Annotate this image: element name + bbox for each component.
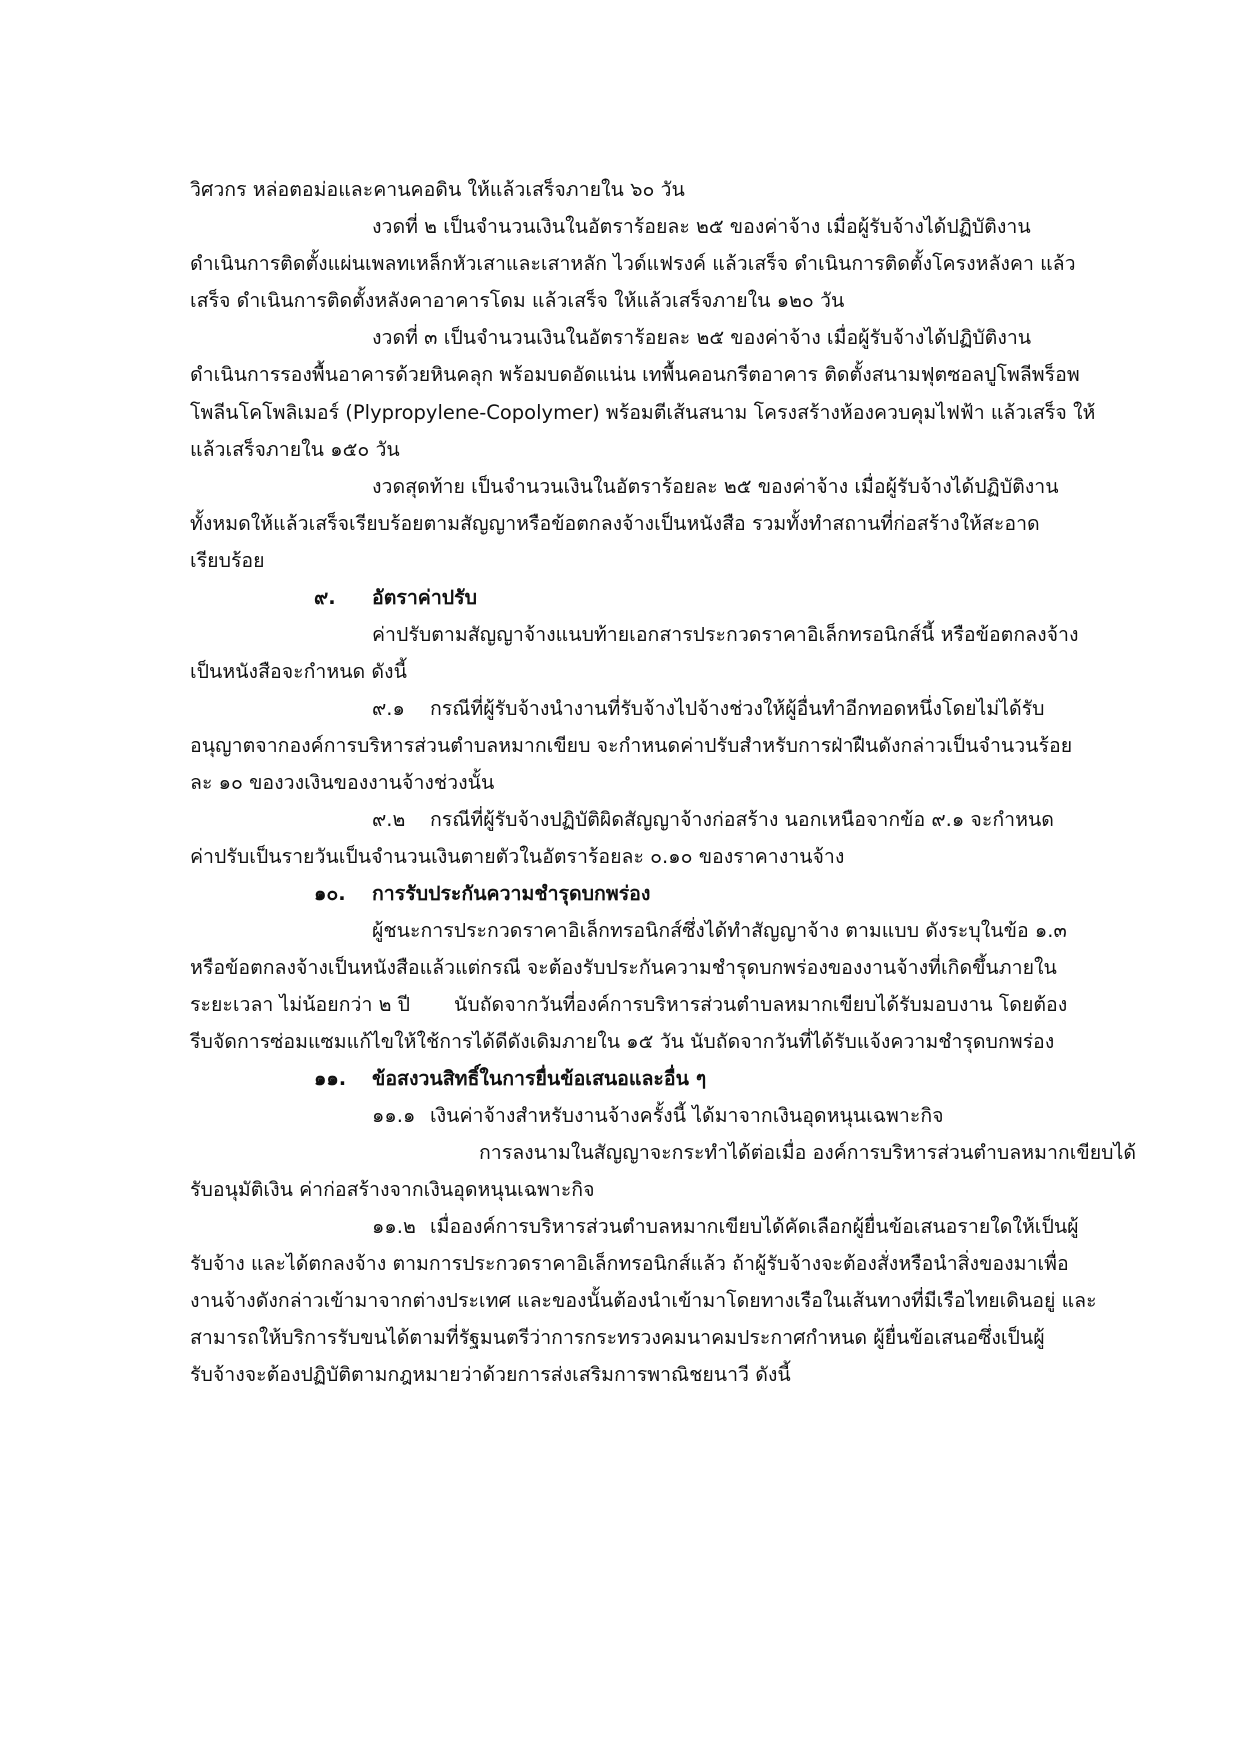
body-line: งานจ้างดังกล่าวเข้ามาจากต่างประเทศ และของนั้นต้องนำเข้ามาโดยทางเรือในเส้นทางที่มีเรือไทยเดินอยู่ และ — [190, 1289, 1097, 1312]
section-title: การรับประกันความชำรุดบกพร่อง — [372, 882, 651, 905]
body-line: งวดที่ ๒ เป็นจำนวนเงินในอัตราร้อยละ ๒๕ ของค่าจ้าง เมื่อผู้รับจ้างได้ปฏิบัติงาน — [372, 215, 1031, 238]
subsection-text: เงินค่าจ้างสำหรับงานจ้างครั้งนี้ ได้มาจากเงินอุดหนุนเฉพาะกิจ — [430, 1104, 944, 1127]
body-line: วิศวกร หล่อตอม่อและคานคอดิน ให้แล้วเสร็จภายใน ๖๐ วัน — [190, 178, 685, 201]
body-line: ละ ๑๐ ของวงเงินของงานจ้างช่วงนั้น — [190, 771, 495, 794]
body-line: ค่าปรับตามสัญญาจ้างแนบท้ายเอกสารประกวดราคาอิเล็กทรอนิกส์นี้ หรือข้อตกลงจ้าง — [372, 623, 1079, 646]
subsection-number: ๑๑.๒ — [372, 1215, 416, 1238]
body-line: งวดสุดท้าย เป็นจำนวนเงินในอัตราร้อยละ ๒๕ ของค่าจ้าง เมื่อผู้รับจ้างได้ปฏิบัติงาน — [372, 475, 1059, 498]
subsection-number: ๑๑.๑ — [372, 1104, 416, 1127]
body-line: เสร็จ ดำเนินการติดตั้งหลังคาอาคารโดม แล้วเสร็จ ให้แล้วเสร็จภายใน ๑๒๐ วัน — [190, 289, 845, 312]
section-heading-10 — [314, 881, 650, 907]
body-line: ค่าปรับเป็นรายวันเป็นจำนวนเงินตายตัวในอัตราร้อยละ ๐.๑๐ ของราคางานจ้าง — [190, 845, 845, 868]
subsection-11-1 — [372, 1103, 944, 1129]
body-line: ผู้ชนะการประกวดราคาอิเล็กทรอนิกส์ซึ่งได้ทำสัญญาจ้าง ตามแบบ ดังระบุในข้อ ๑.๓ — [372, 919, 1067, 942]
section-number: ๙. — [314, 586, 336, 609]
subsection-11-2 — [372, 1214, 1079, 1240]
section-number: ๑๑. — [314, 1067, 347, 1090]
body-line: รับจ้าง และได้ตกลงจ้าง ตามการประกวดราคาอิเล็กทรอนิกส์แล้ว ถ้าผู้รับจ้างจะต้องสั่งหรือนำสิ่งของมาเพื่อ — [190, 1252, 1069, 1275]
subsection-text: กรณีที่ผู้รับจ้างนำงานที่รับจ้างไปจ้างช่วงให้ผู้อื่นทำอีกทอดหนึ่งโดยไม่ได้รับ — [430, 697, 1045, 720]
subsection-text: เมื่อองค์การบริหารส่วนตำบลหมากเขียบได้คัดเลือกผู้ยื่นข้อเสนอรายใดให้เป็นผู้ — [430, 1215, 1079, 1238]
body-line: ทั้งหมดให้แล้วเสร็จเรียบร้อยตามสัญญาหรือข้อตกลงจ้างเป็นหนังสือ รวมทั้งทำสถานที่ก่อสร้างให้สะอาด — [190, 512, 1040, 535]
section-heading-11 — [314, 1066, 706, 1092]
body-line: หรือข้อตกลงจ้างเป็นหนังสือแล้วแต่กรณี จะต้องรับประกันความชำรุดบกพร่องของงานจ้างที่เกิดขึ้นภายใน — [190, 956, 1057, 979]
section-number: ๑๐. — [314, 882, 346, 905]
body-line: โพลีนโคโพลิเมอร์ (Plypropylene-Copolymer) พร้อมตีเส้นสนาม โครงสร้างห้องควบคุมไฟฟ้า แล้วเสร็จ ให้ — [190, 401, 1096, 424]
subsection-text: กรณีที่ผู้รับจ้างปฏิบัติผิดสัญญาจ้างก่อสร้าง นอกเหนือจากข้อ ๙.๑ จะกำหนด — [430, 808, 1054, 831]
body-line: สามารถให้บริการรับขนได้ตามที่รัฐมนตรีว่าการกระทรวงคมนาคมประกาศกำหนด ผู้ยื่นข้อเสนอซึ่งเป็นผู้ — [190, 1326, 1045, 1349]
subsection-9-2 — [372, 807, 1054, 833]
section-title: ข้อสงวนสิทธิ์ในการยื่นข้อเสนอและอื่น ๆ — [372, 1067, 707, 1090]
body-line: ดำเนินการติดตั้งแผ่นเพลทเหล็กหัวเสาและเสาหลัก ไวด์แฟรงค์ แล้วเสร็จ ดำเนินการติดตั้งโครงหลังคา แล้ว — [190, 252, 1076, 275]
body-line: การลงนามในสัญญาจะกระทำได้ต่อเมื่อ องค์การบริหารส่วนตำบลหมากเขียบได้ — [479, 1141, 1136, 1164]
body-line: งวดที่ ๓ เป็นจำนวนเงินในอัตราร้อยละ ๒๕ ของค่าจ้าง เมื่อผู้รับจ้างได้ปฏิบัติงาน — [372, 326, 1032, 349]
section-title: อัตราค่าปรับ — [372, 586, 478, 609]
body-line: เป็นหนังสือจะกำหนด ดังนี้ — [190, 660, 407, 683]
body-line: รับอนุมัติเงิน ค่าก่อสร้างจากเงินอุดหนุนเฉพาะกิจ — [190, 1178, 595, 1201]
subsection-number: ๙.๒ — [372, 808, 406, 831]
section-heading-9 — [314, 585, 477, 611]
warranty-line — [190, 992, 1067, 1018]
body-line: รีบจัดการซ่อมแซมแก้ไขให้ใช้การได้ดีดังเดิมภายใน ๑๕ วัน นับถัดจากวันที่ได้รับแจ้งความชำรุดบกพร่อง — [190, 1030, 1055, 1053]
subsection-number: ๙.๑ — [372, 697, 405, 720]
body-line: ดำเนินการรองพื้นอาคารด้วยหินคลุก พร้อมบดอัดแน่น เทพื้นคอนกรีตอาคาร ติดตั้งสนามฟุตซอลปูโพลีพร็อพ — [190, 363, 1080, 386]
body-line: แล้วเสร็จภายใน ๑๕๐ วัน — [190, 438, 400, 461]
body-line: เรียบร้อย — [190, 549, 265, 572]
body-line: อนุญาตจากองค์การบริหารส่วนตำบลหมากเขียบ จะกำหนดค่าปรับสำหรับการฝ่าฝืนดังกล่าวเป็นจำนวนร้อย — [190, 734, 1073, 757]
warranty-period-text: ระยะเวลา ไม่น้อยกว่า ๒ ปี — [190, 993, 411, 1016]
subsection-9-1 — [372, 696, 1045, 722]
body-line: รับจ้างจะต้องปฏิบัติตามกฎหมายว่าด้วยการส่งเสริมการพาณิชยนาวี ดังนี้ — [190, 1363, 791, 1386]
warranty-start-text: นับถัดจากวันที่องค์การบริหารส่วนตำบลหมากเขียบได้รับมอบงาน โดยต้อง — [454, 993, 1068, 1016]
